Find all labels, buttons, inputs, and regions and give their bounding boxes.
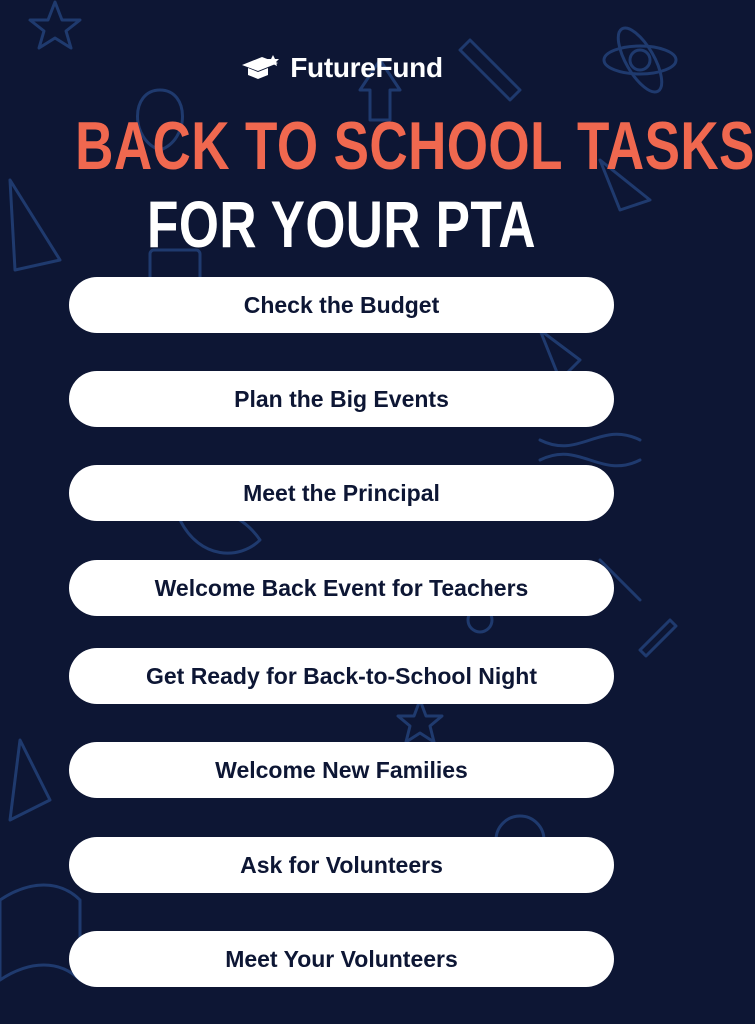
pencil-icon: [640, 620, 676, 656]
task-pill: Plan the Big Events: [69, 371, 614, 427]
title-line-2: FOR YOUR PTA: [147, 187, 536, 261]
task-pill: Meet the Principal: [69, 465, 614, 521]
logo-text: FutureFund: [290, 52, 443, 83]
task-pill: Meet Your Volunteers: [69, 931, 614, 987]
task-pill: Get Ready for Back-to-School Night: [69, 648, 614, 704]
star-icon: [30, 2, 80, 48]
task-pill: Welcome New Families: [69, 742, 614, 798]
title-line-1: BACK TO SCHOOL TASKS: [75, 108, 755, 184]
paper-plane-icon: [10, 740, 50, 820]
dna-icon: [540, 434, 640, 466]
ruler-icon: [10, 180, 60, 270]
task-pill: Welcome Back Event for Teachers: [69, 560, 614, 616]
task-pill: Ask for Volunteers: [69, 837, 614, 893]
mortarboard-icon: [240, 53, 280, 83]
task-pill: Check the Budget: [69, 277, 614, 333]
futurefund-logo: [0, 48, 683, 88]
open-book-icon: [0, 885, 80, 980]
star-icon: [398, 700, 442, 742]
